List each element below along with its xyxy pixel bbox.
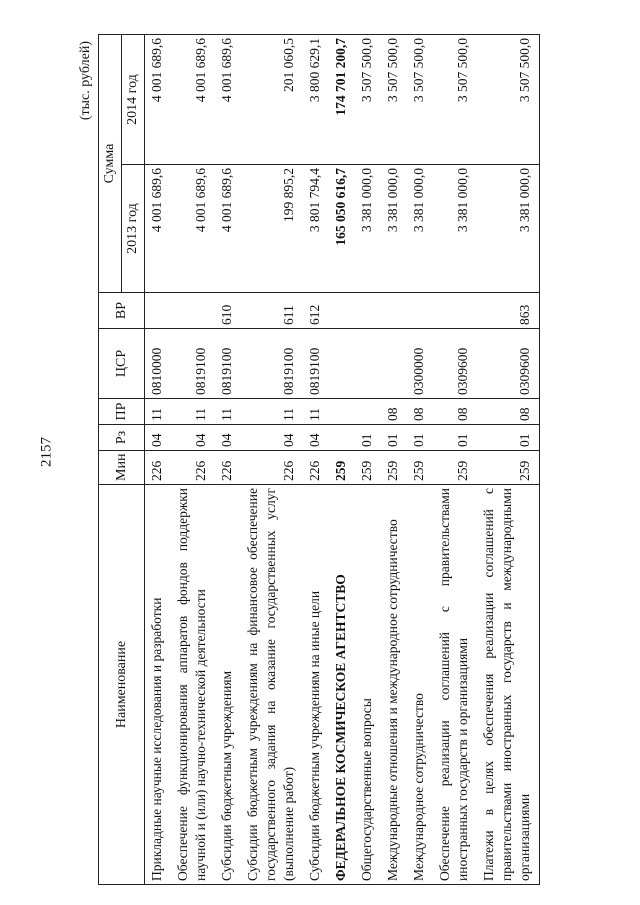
row-min: 259 [407,451,433,485]
table-row [241,35,303,885]
row-name: Общегосударственные вопросы [355,485,381,885]
header-vr: ВР [99,293,145,329]
row-sum-2013: 4 001 689,6 [215,165,241,293]
row-sum-2013: 3 801 794,4 [303,165,329,293]
row-min: 226 [241,451,303,485]
row-sum-2014: 3 507 500,0 [407,35,433,165]
row-min: 259 [329,451,355,485]
row-rz: 04 [241,425,303,451]
row-name: Субсидии бюджетным учреждениям [215,485,241,885]
row-sum-2014: 3 507 500,0 [433,35,477,165]
row-min: 259 [477,451,540,485]
header-pr: ПР [99,399,145,425]
row-vr [433,293,477,329]
row-sum-2013: 4 001 689,6 [145,165,172,293]
table-row [355,35,381,885]
page-number: 2157 [38,437,55,467]
row-csr: 0819100 [215,329,241,399]
header-year-2014: 2014 год [122,35,145,165]
row-rz: 01 [477,425,540,451]
table-row [433,35,477,885]
row-sum-2014: 174 701 200,7 [329,35,355,165]
row-rz: 01 [355,425,381,451]
unit-label: (тыс. рублей) [78,41,93,121]
row-sum-2013: 4 001 689,6 [171,165,215,293]
table-row [407,35,433,885]
header-name: Наименование [99,485,145,885]
row-csr: 0300000 [407,329,433,399]
row-rz: 04 [145,425,172,451]
row-pr: 11 [145,399,172,425]
row-name: Субсидии бюджетным учреждениям на иные цели [303,485,329,885]
row-sum-2014: 4 001 689,6 [215,35,241,165]
row-vr: 611 [241,293,303,329]
row-sum-2013: 3 381 000,0 [433,165,477,293]
row-vr: 863 [477,293,540,329]
row-sum-2013: 3 381 000,0 [477,165,540,293]
row-csr: 0810000 [145,329,172,399]
row-min: 226 [145,451,172,485]
row-vr [355,293,381,329]
row-pr: 08 [477,399,540,425]
table-row [145,35,172,885]
row-name: Международные отношения и международное сотрудничество [381,485,407,885]
row-sum-2013: 3 381 000,0 [407,165,433,293]
table-row [381,35,407,885]
table-row [329,35,355,885]
row-rz: 01 [433,425,477,451]
row-vr [381,293,407,329]
table-body [145,35,540,885]
row-pr [355,399,381,425]
row-min: 259 [355,451,381,485]
row-sum-2014: 3 507 500,0 [381,35,407,165]
row-sum-2014: 3 507 500,0 [355,35,381,165]
table-row [215,35,241,885]
row-csr: 0819100 [241,329,303,399]
table-row [303,35,329,885]
header-sum: Сумма [99,35,122,293]
row-name: Субсидии бюджетным учреждениям на финансовое обеспечение государственного задания на оказание государственных услуг (выполнение работ) [241,485,303,885]
row-rz: 01 [407,425,433,451]
row-vr [145,293,172,329]
row-min: 226 [215,451,241,485]
row-vr [407,293,433,329]
row-vr: 612 [303,293,329,329]
row-pr: 11 [241,399,303,425]
row-name: Международное сотрудничество [407,485,433,885]
row-rz: 04 [171,425,215,451]
row-pr: 11 [215,399,241,425]
header-csr: ЦСР [99,329,145,399]
row-name: Прикладные научные исследования и разработки [145,485,172,885]
table-row [171,35,215,885]
row-rz [329,425,355,451]
row-vr [329,293,355,329]
row-name: Платежи в целях обеспечения реализации соглашений с правительствами иностранных государств и международными организациями [477,485,540,885]
row-csr: 0309600 [477,329,540,399]
row-csr: 0309600 [433,329,477,399]
row-csr [381,329,407,399]
row-vr [171,293,215,329]
row-min: 259 [433,451,477,485]
row-sum-2014: 3 507 500,0 [477,35,540,165]
row-pr: 11 [303,399,329,425]
row-csr [355,329,381,399]
budget-table [98,34,540,885]
header-min: Мин [99,451,145,485]
row-sum-2014: 4 001 689,6 [145,35,172,165]
table-row [477,35,540,885]
row-sum-2013: 199 895,2 [241,165,303,293]
row-min: 226 [303,451,329,485]
header-rz: Рз [99,425,145,451]
row-sum-2014: 4 001 689,6 [171,35,215,165]
header-year-2013: 2013 год [122,165,145,293]
rotated-page-content [78,35,598,885]
row-min: 226 [171,451,215,485]
row-min: 259 [381,451,407,485]
row-name: Обеспечение реализации соглашений с правительствами иностранных государств и организациями [433,485,477,885]
row-name: Обеспечение функционирования аппаратов фондов поддержки научной и (или) научно-технической деятельности [171,485,215,885]
row-pr: 08 [433,399,477,425]
row-sum-2014: 3 800 629,1 [303,35,329,165]
row-pr: 08 [381,399,407,425]
row-name: ФЕДЕРАЛЬНОЕ КОСМИЧЕСКОЕ АГЕНТСТВО [329,485,355,885]
row-pr [329,399,355,425]
row-sum-2014: 201 060,5 [241,35,303,165]
row-sum-2013: 165 050 616,7 [329,165,355,293]
row-pr: 08 [407,399,433,425]
row-rz: 04 [215,425,241,451]
row-csr [329,329,355,399]
row-csr: 0819100 [303,329,329,399]
row-sum-2013: 3 381 000,0 [355,165,381,293]
row-csr: 0819100 [171,329,215,399]
row-rz: 04 [303,425,329,451]
row-pr: 11 [171,399,215,425]
row-sum-2013: 3 381 000,0 [381,165,407,293]
row-rz: 01 [381,425,407,451]
row-vr: 610 [215,293,241,329]
